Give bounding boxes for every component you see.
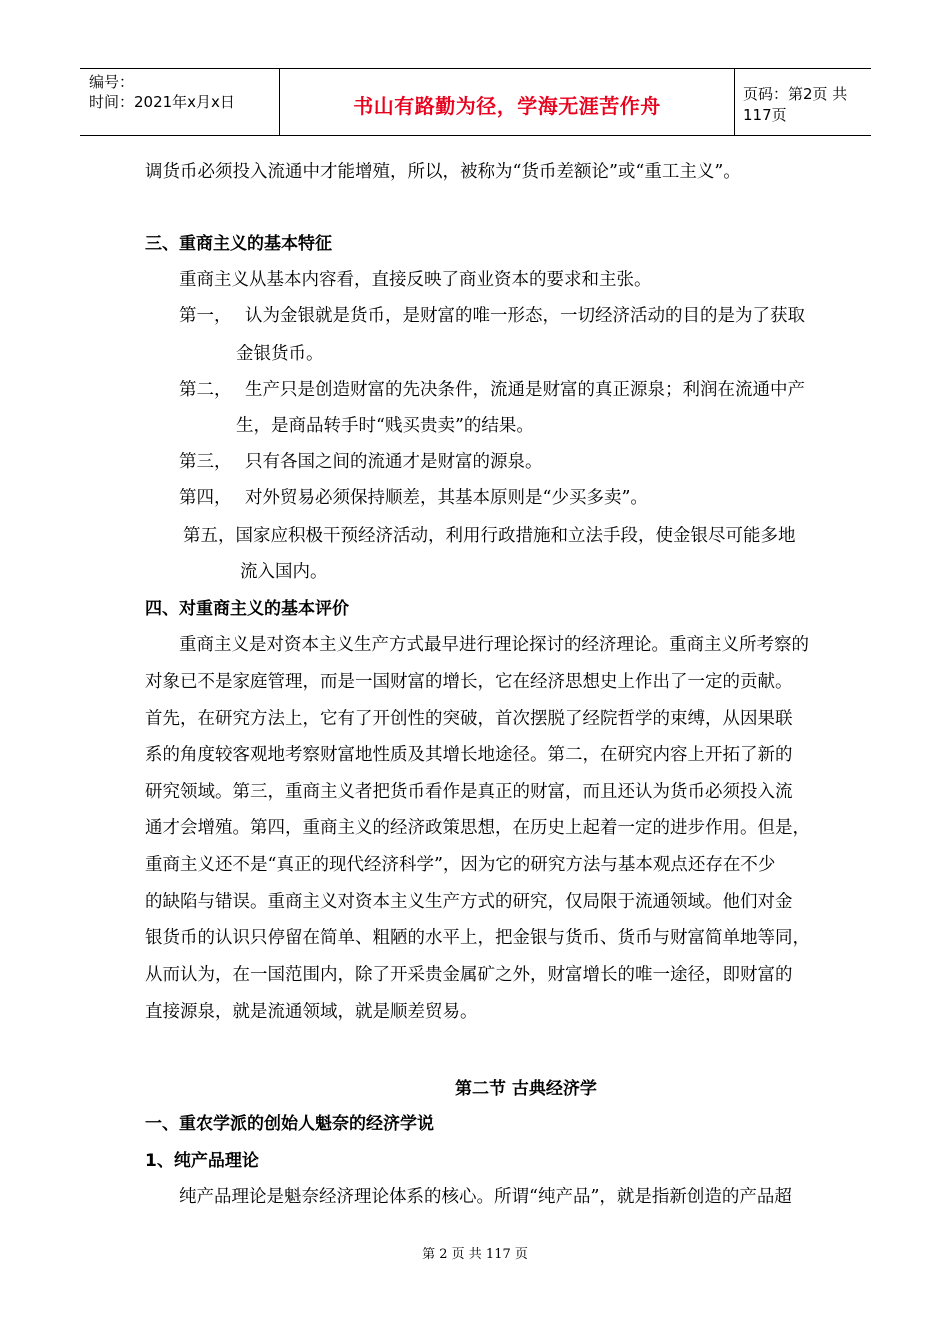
paragraph-line: 的缺陷与错误。重商主义对资本主义生产方式的研究，仅局限于流通领域。他们对金 (145, 892, 793, 912)
feature-text: 认为金银就是货币，是财富的唯一形态，一切经济活动的目的是为了获取 (245, 306, 805, 326)
feature-text: 对外贸易必须保持顺差，其基本原则是“少买多卖”。 (245, 488, 648, 508)
paragraph-line: 对象已不是家庭管理，而是一国财富的增长，它在经济思想史上作出了一定的贡献。 (145, 672, 793, 692)
paragraph-line: 重商主义是对资本主义生产方式最早进行理论探讨的经济理论。重商主义所考察的 (179, 635, 809, 655)
document-number-label: 编号： (89, 73, 135, 91)
section-heading-4: 四、对重商主义的基本评价 (145, 599, 349, 619)
feature-label: 第二， (179, 380, 232, 400)
feature-label: 第三， (179, 452, 232, 472)
feature-text: 只有各国之间的流通才是财富的源泉。 (245, 452, 543, 472)
feature-text: 生，是商品转手时“贱买贵卖”的结果。 (236, 416, 534, 436)
header-meta-cell (80, 69, 280, 135)
continuation-line: 调货币必须投入流通中才能增殖，所以，被称为“货币差额论”或“重工主义”。 (145, 162, 741, 182)
footer-page-number: 第 2 页 共 117 页 (422, 1247, 528, 1262)
feature-label: 第一， (179, 306, 232, 326)
paragraph-line: 通才会增殖。第四，重商主义的经济政策思想，在历史上起着一定的进步作用。但是， (145, 818, 810, 838)
header-page-number: 页码：第2页 共117页 (743, 84, 848, 124)
chapter-section-title: 第二节 古典经济学 (455, 1079, 597, 1099)
header-page-cell (735, 69, 871, 135)
section-heading-s1: 一、重农学派的创始人魁奈的经济学说 (145, 1114, 434, 1134)
paragraph-line: 直接源泉，就是流通领域，就是顺差贸易。 (145, 1002, 478, 1022)
feature-text: 生产只是创造财富的先决条件，流通是财富的真正源泉；利润在流通中产 (245, 380, 805, 400)
paragraph-line: 重商主义还不是“真正的现代经济科学”，因为它的研究方法与基本观点还存在不少 (145, 855, 776, 875)
paragraph-line: 系的角度较客观地考察财富地性质及其增长地途径。第二，在研究内容上开拓了新的 (145, 745, 793, 765)
paragraph-line: 银货币的认识只停留在简单、粗陋的水平上，把金银与货币、货币与财富简单地等同， (145, 928, 810, 948)
subsection-heading: 1、纯产品理论 (145, 1151, 259, 1171)
document-time-label: 时间：2021年x月x日 (89, 93, 235, 111)
paragraph-line: 研究领域。第三，重商主义者把货币看作是真正的财富，而且还认为货币必须投入流 (145, 782, 793, 802)
page-header (80, 68, 871, 136)
feature-label: 第四， (179, 488, 232, 508)
feature-text: 金银货币。 (236, 344, 324, 364)
paragraph-line: 首先，在研究方法上，它有了开创性的突破，首次摆脱了经院哲学的束缚，从因果联 (145, 709, 793, 729)
section-heading-3: 三、重商主义的基本特征 (145, 234, 332, 254)
paragraph-line: 重商主义从基本内容看，直接反映了商业资本的要求和主张。 (179, 270, 652, 290)
feature-text: 第五，国家应积极干预经济活动，利用行政措施和立法手段，使金银尽可能多地 (183, 526, 796, 546)
paragraph-line: 纯产品理论是魁奈经济理论体系的核心。所谓“纯产品”，就是指新创造的产品超 (179, 1187, 792, 1207)
paragraph-line: 从而认为，在一国范围内，除了开采贵金属矿之外，财富增长的唯一途径，即财富的 (145, 965, 793, 985)
page-footer (0, 1243, 950, 1262)
feature-text: 流入国内。 (240, 562, 328, 582)
header-motto: 书山有路勤为径，学海无涯苦作舟 (353, 93, 661, 118)
header-motto-cell (280, 69, 735, 135)
